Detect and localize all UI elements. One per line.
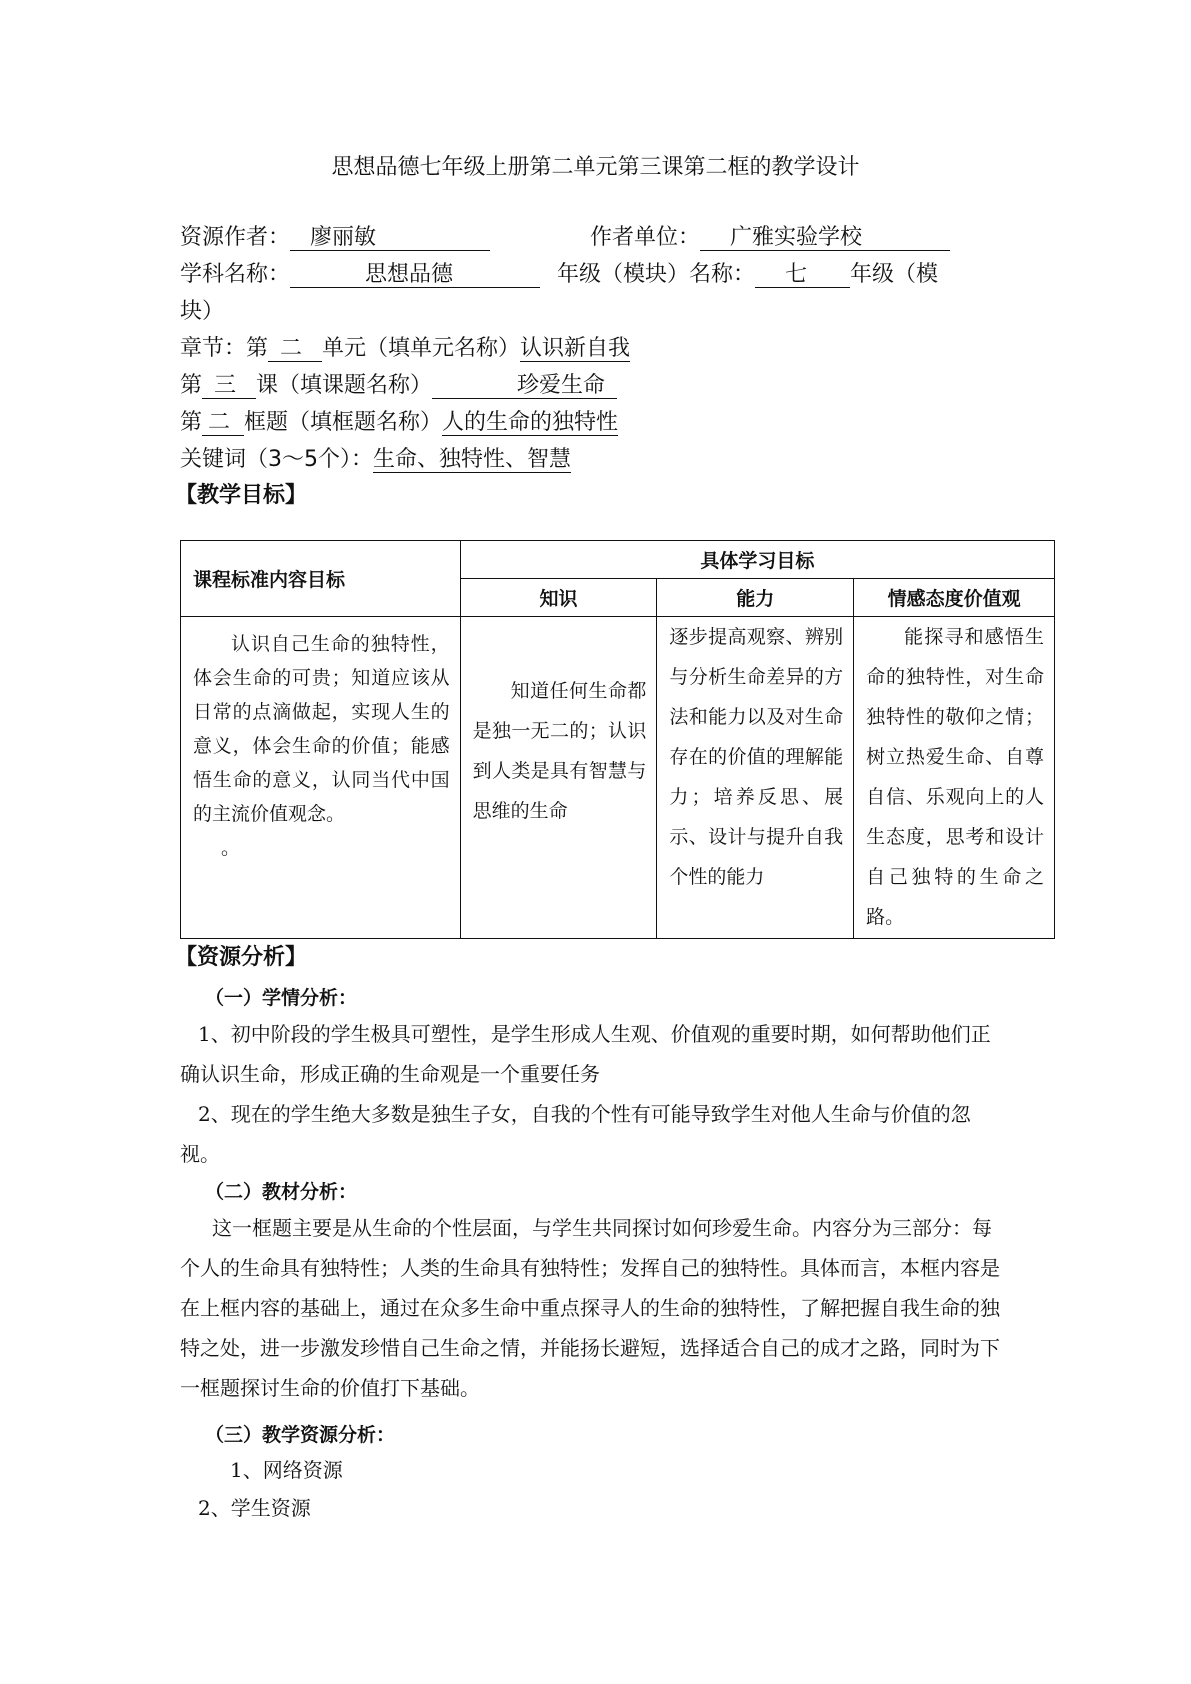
header-ability-cell [657, 579, 854, 617]
chapter-number: 二 [268, 337, 322, 362]
document-title: 思想品德七年级上册第二单元第三课第二框的教学设计 [331, 155, 860, 180]
chapter-line [180, 331, 630, 362]
lesson-name: 珍爱生命 [432, 374, 617, 399]
ability-cell [657, 617, 854, 939]
analysis-heading: 【资源分析】 [175, 945, 308, 970]
standard-extra: 。 [221, 837, 241, 859]
header-ability: 能力 [736, 588, 775, 610]
student-analysis-p1: 1、初中阶段的学生极具可塑性，是学生形成人生观、价值观的重要时期，如何帮助他们正确认识生命，形成正确的生命观是一个重要任务 [180, 1022, 991, 1086]
resource-item-1: 1、网络资源 [230, 1458, 343, 1482]
keywords-line [180, 442, 571, 473]
material-analysis-text: 这一框题主要是从生命的个性层面，与学生共同探讨如何珍爱生命。内容分为三部分：每个人的生命具有独特性；人类的生命具有独特性；发挥自己的独特性。具体而言，本框内容是在上框内容的基础上，通过在众多生命中重点探寻人的生命的独特性，了解把握自我生命的独特之处，进一步激发珍惜自己生命之情，并能扬长避短，选择适合自己的成才之路，同时为下一框题探讨生命的价值打下基础。 [180, 1216, 1000, 1400]
header-standard: 课程标准内容目标 [193, 569, 346, 591]
header-attitude: 情感态度价值观 [887, 588, 1021, 610]
subject-label: 学科名称： [180, 262, 291, 287]
frame-mid: 框题（填框题名称） [244, 410, 443, 435]
header-knowledge-cell [460, 579, 657, 617]
student-analysis-heading: （一）学情分析： [205, 987, 358, 1009]
author-label: 资源作者： [180, 225, 291, 250]
author-value: 廖丽敏 [290, 226, 490, 251]
standard-cell [181, 617, 461, 939]
frame-name: 人的生命的独特性 [442, 410, 619, 435]
attitude-text: 能探寻和感悟生命的独特性，对生命独特性的敬仰之情；树立热爱生命、自尊自信、乐观向上的人生态度，思考和设计自己独特的生命之路。 [866, 626, 1044, 928]
grade-suffix-line: 块） [180, 299, 225, 324]
knowledge-text: 知道任何生命都是独一无二的；认识到人类是具有智慧与思维的生命 [472, 680, 647, 822]
subject-value: 思想品德 [290, 263, 540, 288]
grade-label: 年级（模块）名称： [557, 262, 756, 287]
resource-item-2: 2、学生资源 [198, 1496, 311, 1520]
grade-value: 七 [755, 263, 850, 288]
chapter-name: 认识新自我 [520, 336, 631, 361]
frame-number: 二 [202, 411, 244, 436]
frame-prefix: 第 [180, 410, 203, 435]
lesson-line [180, 368, 617, 399]
attitude-cell [854, 617, 1055, 939]
goals-table [180, 540, 1055, 939]
knowledge-cell [460, 617, 657, 939]
chapter-prefix: 章节：第 [180, 336, 269, 361]
header-specific-cell [460, 541, 1054, 579]
lesson-prefix: 第 [180, 373, 203, 398]
student-analysis-p2: 2、现在的学生绝大多数是独生子女，自我的个性有可能导致学生对他人生命与价值的忽视。 [180, 1102, 971, 1166]
subject-line [180, 257, 938, 288]
resource-analysis-heading: （三）教学资源分析： [205, 1424, 396, 1446]
keywords-value: 生命、独特性、智慧 [373, 447, 572, 472]
unit-label: 作者单位： [590, 225, 701, 250]
ability-text: 逐步提高观察、辨别与分析生命差异的方法和能力以及对生命存在的价值的理解能力；培养反思、展示、设计与提升自我个性的能力 [669, 626, 844, 888]
material-analysis-heading: （二）教材分析： [205, 1181, 358, 1203]
header-knowledge: 知识 [539, 588, 578, 610]
header-attitude-cell [854, 579, 1055, 617]
author-line [180, 220, 490, 251]
standard-text: 认识自己生命的独特性，体会生命的可贵；知道应该从日常的点滴做起，实现人生的意义，体会生命的价值；能感悟生命的意义，认同当代中国的主流价值观念。 [193, 633, 450, 825]
chapter-mid: 单元（填单元名称） [322, 336, 521, 361]
goals-heading: 【教学目标】 [175, 483, 308, 508]
unit-line [590, 220, 950, 251]
header-standard-cell [181, 541, 461, 617]
header-specific: 具体学习目标 [700, 550, 815, 572]
lesson-number: 三 [202, 374, 256, 399]
grade-suffix: 年级（模 [850, 262, 939, 287]
unit-value: 广雅实验学校 [700, 226, 950, 251]
frame-line [180, 405, 618, 436]
keywords-label: 关键词（3～5个）： [180, 447, 373, 472]
lesson-mid: 课（填课题名称） [256, 373, 433, 398]
